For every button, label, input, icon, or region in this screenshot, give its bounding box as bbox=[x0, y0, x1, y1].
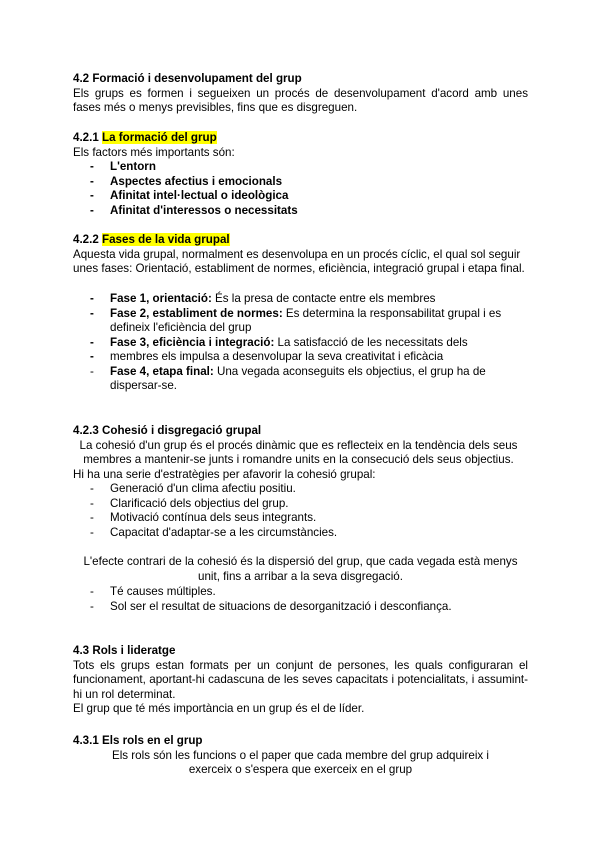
list-item: - L'entorn bbox=[90, 160, 156, 173]
section-heading bbox=[73, 233, 528, 248]
centered-paragraph: L'efecte contrari de la cohesió és la dispersió del grup, que cada vegada està menys unit, fins a arribar a la seva disgregació. bbox=[83, 555, 518, 583]
section-heading: 4.3 Rols i lideratge bbox=[73, 644, 176, 657]
list-item: - Motivació contínua dels seus integrants. bbox=[90, 511, 317, 524]
factors-list bbox=[73, 160, 528, 218]
list-item: - Capacitat d'adaptar-se a les circumstàncies. bbox=[90, 525, 338, 539]
list-item: - membres els impulsa a desenvolupar la seva creativitat i eficàcia bbox=[90, 350, 444, 363]
paragraph: Tots els grups estan formats per un conjunt de persones, les quals configuraran el funcionament, aportant-hi cadascuna de les seves capacitats i potencialitats, i assumint-hi un rol determinat. bbox=[73, 658, 528, 701]
list-item: - Fase 2, establiment de normes: Es determina la responsabilitat grupal i es defineix l'eficiència del grup bbox=[90, 306, 502, 334]
section-heading: 4.3.1 Els rols en el grup bbox=[73, 734, 203, 747]
list-item: - Clarificació dels objectius del grup. bbox=[90, 496, 289, 510]
paragraph: Aquesta vida grupal, normalment es desenvolupa en un procés cíclic, el qual sol seguir unes fases: Orientació, establiment de normes, eficiència, integració grupal i etapa final. bbox=[73, 247, 525, 275]
highlighted-title: Fases de la vida grupal bbox=[102, 233, 230, 246]
paragraph: El grup que té més importància en un grup és el de líder. bbox=[73, 702, 365, 715]
phases-list bbox=[73, 292, 528, 394]
paragraph: Els grups es formen i segueixen un procés de desenvolupament d'acord amb unes fases més o menys previsibles, fins que es disgreguen. bbox=[73, 86, 528, 114]
list-item: - Afinitat intel·lectual o ideològica bbox=[90, 189, 289, 202]
centered-paragraph: La cohesió d'un grup és el procés dinàmic que es reflecteix en la tendència dels seus membres a mantenir-se junts i romandre units en la consecució dels seus objectius. bbox=[79, 438, 518, 466]
section-heading: 4.2 Formació i desenvolupament del grup bbox=[73, 72, 302, 85]
section-4-3 bbox=[73, 644, 528, 717]
heading-number: 4.2.1 bbox=[73, 131, 99, 144]
section-4-2-2 bbox=[73, 233, 528, 277]
list-item: - Té causes múltiples. bbox=[90, 585, 216, 598]
strategies-list bbox=[73, 482, 528, 540]
list-item: - Fase 4, etapa final: Una vegada aconseguits els objectius, el grup ha de dispersar-se. bbox=[90, 364, 486, 392]
section-4-3-1 bbox=[73, 734, 528, 778]
section-4-2-1 bbox=[73, 131, 528, 218]
list-item: - Fase 1, orientació: És la presa de contacte entre els membres bbox=[90, 292, 436, 305]
list-item: - Afinitat d'interessos o necessitats bbox=[90, 203, 298, 217]
traits-list bbox=[73, 585, 528, 614]
highlighted-title: La formació del grup bbox=[102, 131, 217, 144]
list-item: - Sol ser el resultat de situacions de desorganització i desconfiança. bbox=[90, 599, 452, 613]
heading-number: 4.2.2 bbox=[73, 233, 99, 246]
paragraph: Els factors més importants són: bbox=[73, 145, 235, 159]
list-item: - Fase 3, eficiència i integració: La satisfacció de les necessitats dels bbox=[90, 335, 468, 349]
section-4-2-3 bbox=[73, 424, 528, 540]
list-item: - Aspectes afectius i emocionals bbox=[90, 174, 283, 188]
section-heading bbox=[73, 131, 528, 146]
paragraph: Hi ha una serie d'estratègies per afavorir la cohesió grupal: bbox=[73, 467, 376, 481]
centered-paragraph: Els rols són les funcions o el paper que cada membre del grup adquireix i exerceix o s'espera que exerceix en el grup bbox=[111, 748, 489, 776]
list-item: - Generació d'un clima afectiu positiu. bbox=[90, 482, 296, 495]
section-heading: 4.2.3 Cohesió i disgregació grupal bbox=[73, 424, 262, 437]
section-4-2 bbox=[73, 72, 528, 116]
